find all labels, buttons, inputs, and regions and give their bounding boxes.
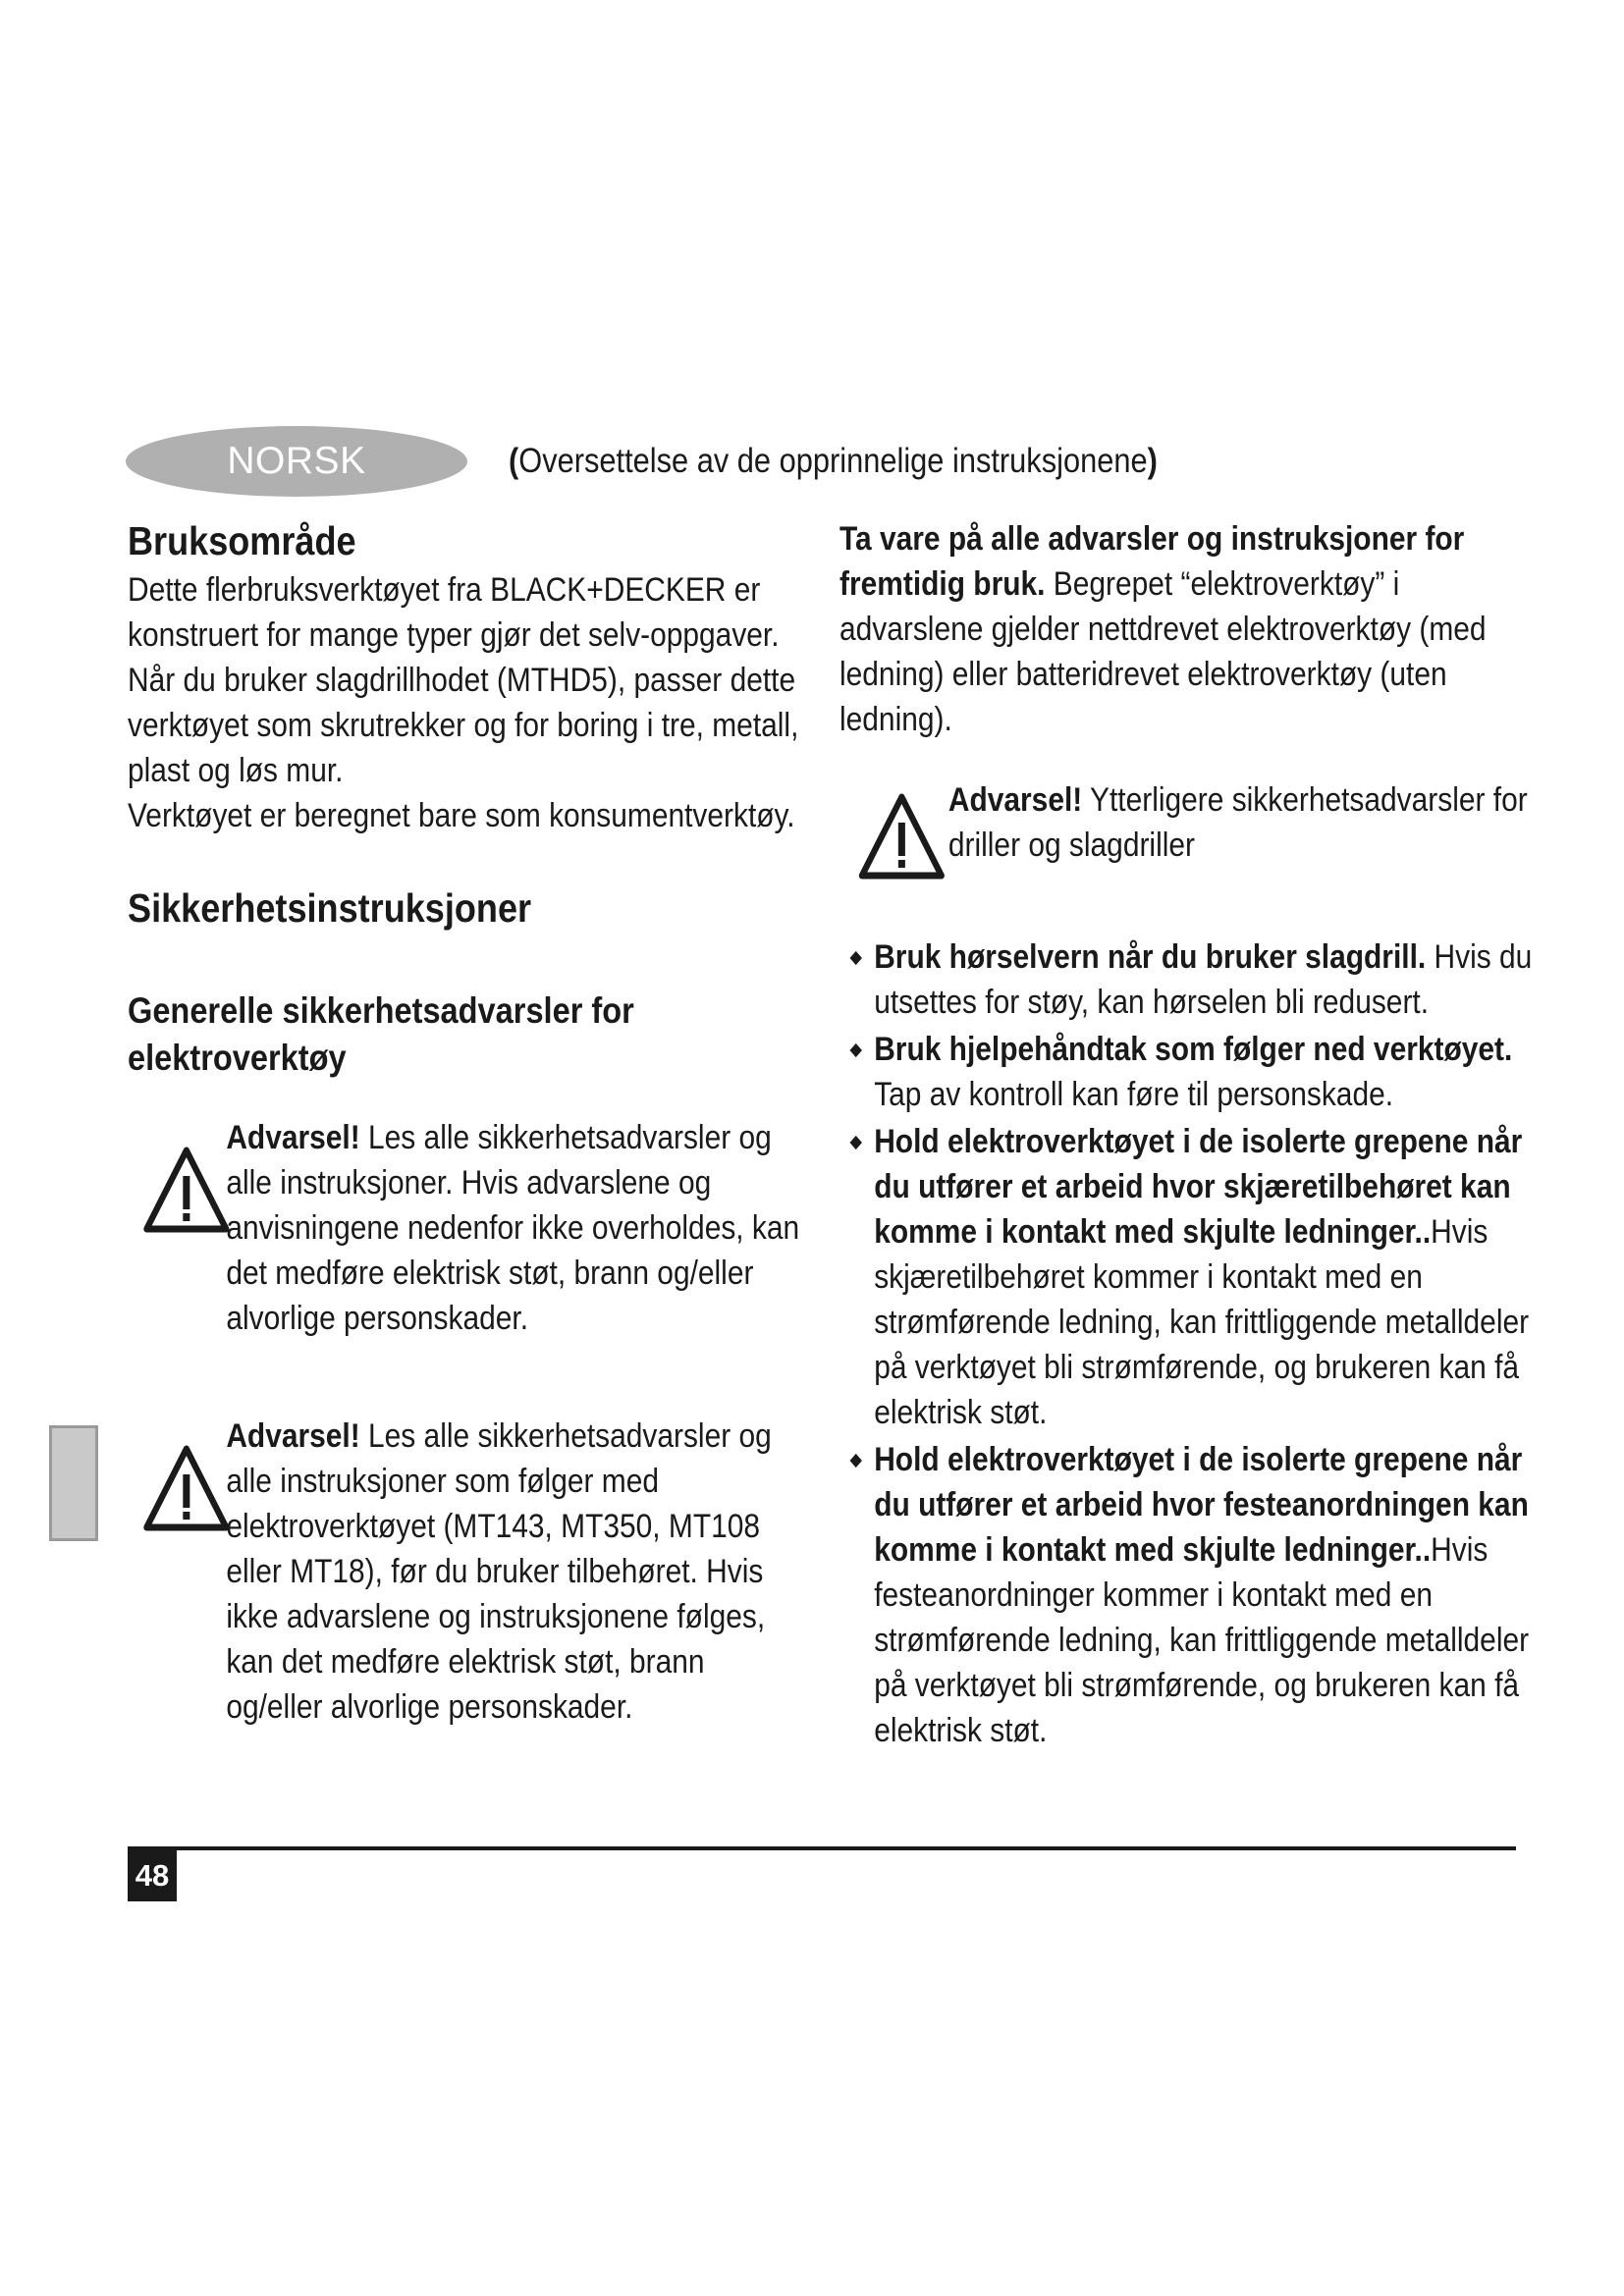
warning-triangle-icon <box>141 1145 232 1235</box>
drills-warning-text: Advarsel! Ytterligere sikkerhetsadvarsler for driller og slagdriller <box>947 781 1528 864</box>
left-column <box>128 516 801 1730</box>
footer-rule <box>128 1846 1516 1850</box>
warning-block-2 <box>128 1414 801 1730</box>
page-number: 48 <box>128 1850 177 1901</box>
warning-triangle-icon <box>141 1443 232 1533</box>
list-item: Bruk hjelpehåndtak som følger ned verktøyet. Tap av kontroll kan føre til personskade. <box>839 1027 1548 1117</box>
usage-paragraph: Dette flerbruksverktøyet fra BLACK+DECKER er konstruert for mange typer gjør det selv-oppgaver. Når du bruker slagdrillhodet (MTHD5), passer dette verktøyet som skrutrekker og for boring i tre, metall, plast og løs mur. <box>128 571 799 789</box>
right-column <box>839 516 1548 1755</box>
translation-note: (Oversettelse av de opprinnelige instruksjonene) <box>509 442 1158 480</box>
warning-block-drills <box>839 777 1548 895</box>
list-item: Hold elektroverktøyet i de isolerte grepene når du utfører et arbeid hvor skjæretilbehøret kan komme i kontakt med skjulte ledninger..Hvis skjæretilbehøret kommer i kontakt med en strømførende ledning, kan frittliggende metalldeler på verktøyet bli strømførende, og brukeren kan få elektrisk støt. <box>839 1119 1548 1435</box>
bullet-diamond-icon <box>849 1454 861 1468</box>
drill-safety-list <box>839 934 1548 1753</box>
bullet-diamond-icon <box>849 951 861 965</box>
bullet-diamond-icon <box>849 1136 861 1149</box>
translation-note-text: Oversettelse av de opprinnelige instruksjonene <box>518 442 1148 480</box>
section-subtitle-general-warnings: Generelle sikkerhetsadvarsler for elektroverktøy <box>128 990 634 1078</box>
list-item: Hold elektroverktøyet i de isolerte grepene når du utfører et arbeid hvor festeanordningen kan komme i kontakt med skjulte ledninger..Hvis festeanordninger kommer i kontakt med en strømførende ledning, kan frittliggende metalldeler på verktøyet bli strømførende, og brukeren kan få elektrisk støt. <box>839 1437 1548 1753</box>
section-title-usage: Bruksområde <box>128 518 356 563</box>
section-edge-tab <box>49 1425 98 1541</box>
keep-instructions-paragraph: Ta vare på alle advarsler og instruksjoner for fremtidig bruk. Begrepet “elektroverktøy” i advarslene gjelder nettdrevet elektroverktøy (med ledning) eller batteridrevet elektroverktøy (uten ledning). <box>839 520 1487 738</box>
language-label: NORSK <box>227 440 366 482</box>
warning-2-text: Advarsel! Les alle sikkerhetsadvarsler og alle instruksjoner som følger med elektroverktøyet (MT143, MT350, MT108 eller MT18), før du bruker tilbehøret. Hvis ikke advarslene og instruksjonene følges, kan det medføre elektrisk støt, brann og/eller alvorlige personskader. <box>226 1417 772 1726</box>
usage-consumer-note: Verktøyet er beregnet bare som konsumentverktøy. <box>128 797 795 834</box>
language-badge <box>126 426 467 497</box>
warning-block-1 <box>128 1115 801 1341</box>
section-title-safety: Sikkerhetsinstruksjoner <box>128 885 532 931</box>
bullet-diamond-icon <box>849 1043 861 1057</box>
warning-triangle-icon <box>857 791 947 881</box>
list-item: Bruk hørselvern når du bruker slagdrill. Hvis du utsettes for støy, kan hørselen bli redusert. <box>839 934 1548 1025</box>
warning-1-text: Advarsel! Les alle sikkerhetsadvarsler og alle instruksjoner. Hvis advarslene og anvisningene nedenfor ikke overholdes, kan det medføre elektrisk støt, brann og/eller alvorlige personskader. <box>226 1119 800 1337</box>
